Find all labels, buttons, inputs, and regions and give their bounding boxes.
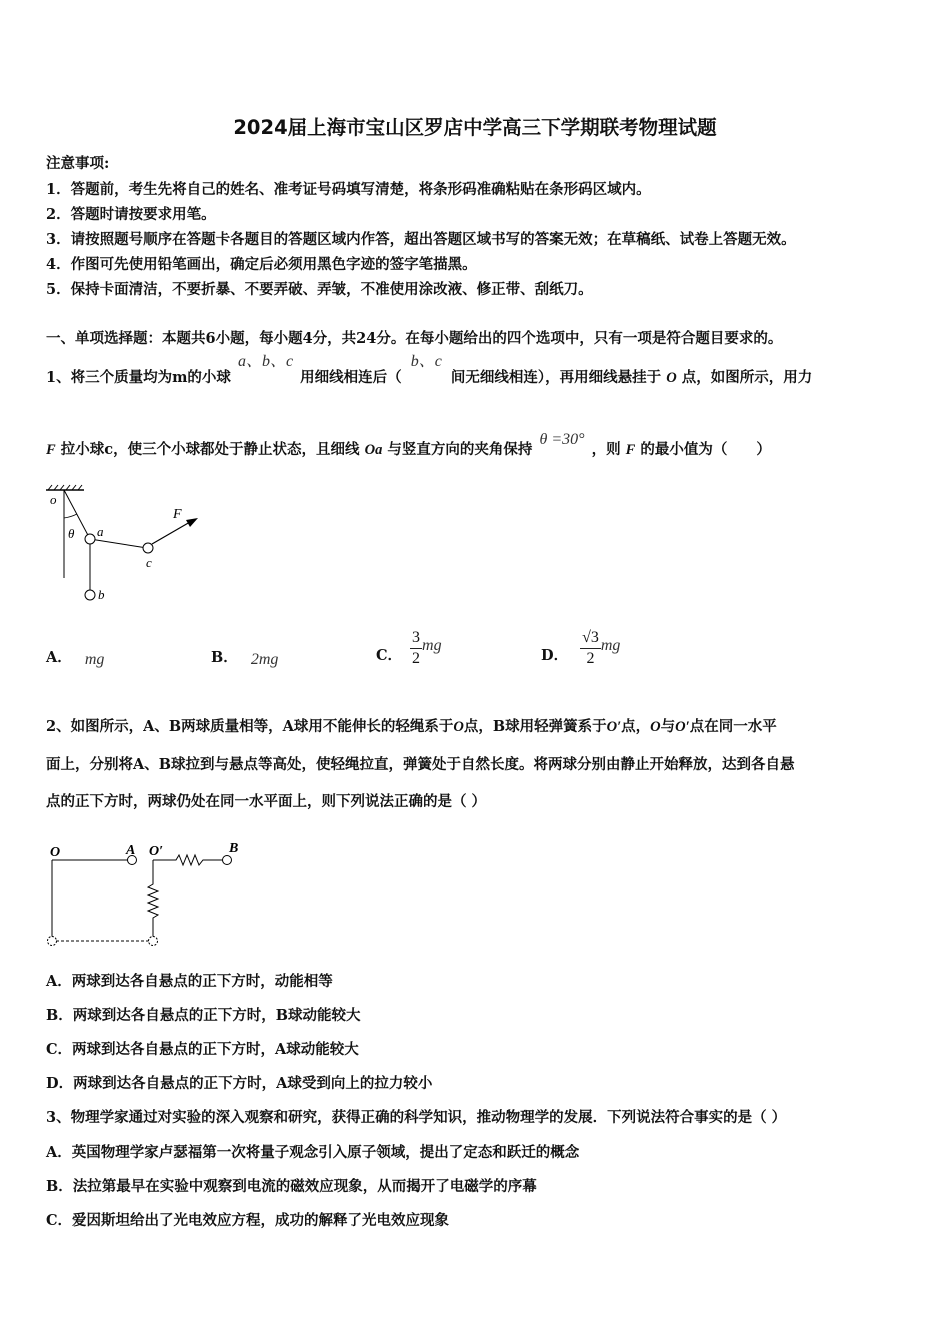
ball-a-end xyxy=(48,937,57,946)
label-a: A xyxy=(126,843,136,858)
force-arrow xyxy=(152,522,190,544)
q1-math-abc: a、b、c xyxy=(238,353,294,370)
q3-option-a[interactable]: A．英国物理学家卢瑟福第一次将量子观念引入原子领域，提出了定态和跃迁的概念 xyxy=(46,1144,580,1161)
q1-force-f-2: F xyxy=(625,442,636,458)
ceiling-hatch xyxy=(46,485,84,490)
label-b: B xyxy=(229,841,239,856)
label-a: a xyxy=(97,524,104,539)
q1-option-a[interactable] xyxy=(46,646,104,667)
q2-stem-line-3: 点的正下方时，两球仍处在同一水平面上，则下列说法正确的是（ ） xyxy=(46,793,487,810)
q2-text-1a: 2、如图所示，A、B两球质量相等，A球用不能伸长的轻绳系于 xyxy=(46,718,454,735)
q2-text-1e: 点在同一水平 xyxy=(689,718,777,735)
ball-b-start xyxy=(223,856,232,865)
ball-b xyxy=(85,590,95,600)
string-ac xyxy=(90,539,147,548)
q1-option-a-label: A． xyxy=(46,649,72,666)
label-f: F xyxy=(173,507,182,522)
q2-text-1b: 点，B球用轻弹簧系于 xyxy=(463,718,607,735)
q1-option-c-den: 2 xyxy=(412,649,421,667)
notice-item-3: 3．请按照题号顺序在答题卡各题目的答题区域内作答，超出答题区域书写的答案无效；在草稿纸、试卷上答题无效。 xyxy=(46,231,796,248)
q3-stem: 3、物理学家通过对实验的深入观察和研究，获得正确的科学知识，推动物理学的发展．下列说法符合事实的是（ ） xyxy=(46,1109,787,1126)
q3-option-b[interactable]: B．法拉第最早在实验中观察到电流的磁效应现象，从而揭开了电磁学的序幕 xyxy=(46,1178,537,1195)
notice-item-2: 2．答题时请按要求用笔。 xyxy=(46,206,216,223)
q2-option-c[interactable]: C．两球到达各自悬点的正下方时，A球动能较大 xyxy=(46,1041,359,1058)
q2-option-d[interactable]: D．两球到达各自悬点的正下方时，A球受到向上的拉力较小 xyxy=(46,1075,433,1092)
q1-stem-line-2 xyxy=(46,428,771,464)
q1-text-7: ，则 xyxy=(591,441,621,458)
section-heading-1: 一、单项选择题：本题共6小题，每小题4分，共24分。在每小题给出的四个选项中，只有一项是符合题目要求的。 xyxy=(46,330,783,347)
q2-point-o: O xyxy=(453,719,464,735)
q1-option-c-num: 3 xyxy=(410,628,422,649)
q2-point-o-prime-2: O′ xyxy=(675,719,690,735)
angle-arc xyxy=(64,514,77,518)
q1-math-bc: b、c xyxy=(410,353,442,370)
q1-text-5: 拉小球c，使三个小球都处于静止状态，且细线 xyxy=(60,441,360,458)
q1-option-c-fraction xyxy=(410,628,422,669)
spring-vertical xyxy=(148,860,158,937)
label-b: b xyxy=(98,587,105,602)
page-title: 2024届上海市宝山区罗店中学高三下学期联考物理试题 xyxy=(233,116,717,139)
q2-point-o-2: O xyxy=(650,719,661,735)
q1-stem-line-1 xyxy=(46,352,812,394)
label-c: c xyxy=(146,555,152,570)
q1-options xyxy=(46,622,746,674)
notice-item-1: 1．答题前，考生先将自己的姓名、准考证号码填写清楚，将条形码准确粘贴在条形码区域内。 xyxy=(46,181,651,198)
q1-text-6: 与竖直方向的夹角保持 xyxy=(387,441,533,458)
q1-option-b-label: B． xyxy=(211,649,238,666)
q1-option-c-expr: mg xyxy=(422,637,442,654)
q2-option-a[interactable]: A．两球到达各自悬点的正下方时，动能相等 xyxy=(46,973,333,990)
q1-text-1: 1、将三个质量均为m的小球 xyxy=(46,369,231,386)
q1-point-o: O xyxy=(666,370,677,386)
q1-option-d-den: 2 xyxy=(586,649,595,667)
label-o: o xyxy=(50,492,57,507)
spring-horizontal xyxy=(153,855,223,865)
q1-text-8: 的最小值为（ ） xyxy=(640,441,771,458)
force-arrow-head xyxy=(186,518,198,527)
q1-text-4: 点，如图所示，用力 xyxy=(681,369,813,386)
q1-option-c-label: C． xyxy=(376,646,403,664)
q1-line-oa: Oa xyxy=(364,442,383,458)
q2-text-1d: 与 xyxy=(660,718,676,735)
ball-c xyxy=(143,543,153,553)
q2-figure xyxy=(44,838,254,953)
label-theta: θ xyxy=(68,526,75,541)
q1-text-2: 用细线相连后（ xyxy=(300,369,402,386)
q2-point-o-prime: O′ xyxy=(606,719,622,735)
q1-angle: θ =30° xyxy=(539,431,585,448)
q1-option-b[interactable] xyxy=(211,646,278,667)
q2-option-b[interactable]: B．两球到达各自悬点的正下方时，B球动能较大 xyxy=(46,1007,361,1024)
q1-option-d-expr: mg xyxy=(600,637,621,654)
q1-option-d-num: √3 xyxy=(580,628,601,649)
ball-a xyxy=(85,534,95,544)
ball-b-end xyxy=(149,937,158,946)
q1-option-a-expr: mg xyxy=(84,651,105,668)
q2-stem-line-1 xyxy=(46,715,777,736)
q1-option-b-expr: 2mg xyxy=(250,651,279,668)
q1-figure xyxy=(40,482,215,612)
notice-item-4: 4．作图可先使用铅笔画出，确定后必须用黑色字迹的签字笔描黑。 xyxy=(46,256,477,273)
label-o: O xyxy=(50,845,61,860)
q1-option-d[interactable] xyxy=(541,622,620,674)
notice-heading: 注意事项: xyxy=(46,155,110,172)
q1-force-f: F xyxy=(46,442,56,458)
q2-text-1c: 点， xyxy=(621,718,651,735)
q2-stem-line-2: 面上，分别将A、B球拉到与悬点等高处，使轻绳拉直，弹簧处于自然长度。将两球分别由静止开始释放，达到各自悬 xyxy=(46,756,795,773)
q1-option-d-label: D． xyxy=(541,646,569,664)
q1-text-3: 间无细线相连），再用细线悬挂于 xyxy=(450,369,662,386)
label-o-prime: O′ xyxy=(149,844,164,859)
notice-item-5: 5．保持卡面清洁，不要折暴、不要弄破、弄皱，不准使用涂改液、修正带、刮纸刀。 xyxy=(46,281,593,298)
q3-option-c[interactable]: C．爱因斯坦给出了光电效应方程，成功的解释了光电效应现象 xyxy=(46,1212,450,1229)
q1-option-d-fraction xyxy=(580,628,601,669)
q1-option-c[interactable] xyxy=(376,622,442,674)
